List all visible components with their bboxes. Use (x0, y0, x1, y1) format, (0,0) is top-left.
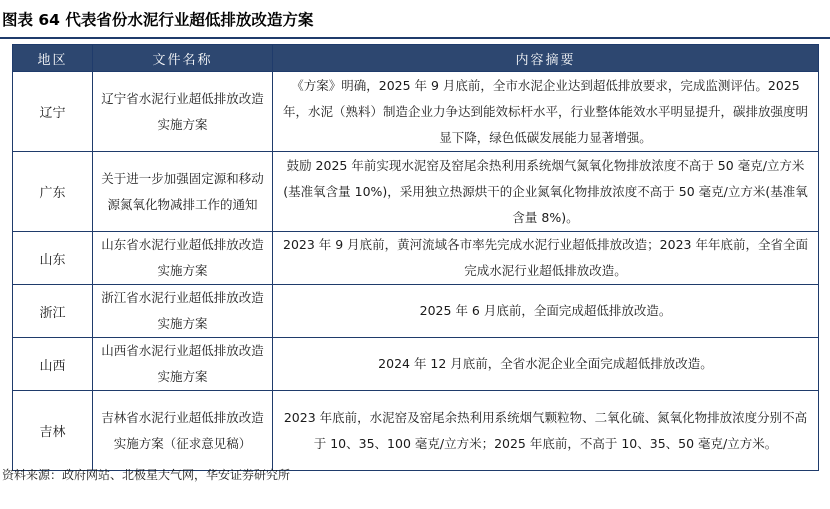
policy-table (12, 44, 819, 471)
file-name-cell: 辽宁省水泥行业超低排放改造实施方案 (93, 72, 273, 152)
table-row (13, 232, 819, 285)
summary-cell: 鼓励 2025 年前实现水泥窑及窑尾余热利用系统烟气氮氧化物排放浓度不高于 50 毫克/立方米(基准氧含量 10%)，采用独立热源烘干的企业氮氧化物排放浓度不高于 50 毫克/立方米(基准氧含量 8%)。 (273, 152, 819, 232)
region-cell: 辽宁 (13, 72, 93, 152)
summary-cell: 《方案》明确，2025 年 9 月底前，全市水泥企业达到超低排放要求，完成监测评估。2025 年，水泥（熟料）制造企业力争达到能效标杆水平，行业整体能效水平明显提升，碳排放强度明显下降，绿色低碳发展能力显著增强。 (273, 72, 819, 152)
summary-cell: 2023 年 9 月底前，黄河流域各市率先完成水泥行业超低排放改造；2023 年年底前，全省全面完成水泥行业超低排放改造。 (273, 232, 819, 285)
file-name-cell: 山东省水泥行业超低排放改造实施方案 (93, 232, 273, 285)
region-cell: 吉林 (13, 391, 93, 471)
file-name-cell: 浙江省水泥行业超低排放改造实施方案 (93, 285, 273, 338)
table-row (13, 285, 819, 338)
region-cell: 广东 (13, 152, 93, 232)
figure-title: 图表 64 代表省份水泥行业超低排放改造方案 (2, 11, 314, 29)
region-cell: 山东 (13, 232, 93, 285)
file-name-cell: 关于进一步加强固定源和移动源氮氧化物减排工作的通知 (93, 152, 273, 232)
file-name-cell: 山西省水泥行业超低排放改造实施方案 (93, 338, 273, 391)
table-row (13, 391, 819, 471)
summary-cell: 2024 年 12 月底前，全省水泥企业全面完成超低排放改造。 (273, 338, 819, 391)
source-note: 资料来源：政府网站、北极星大气网，华安证券研究所 (2, 468, 291, 482)
region-cell: 山西 (13, 338, 93, 391)
table-header-row (13, 45, 819, 72)
file-name-cell: 吉林省水泥行业超低排放改造实施方案（征求意见稿） (93, 391, 273, 471)
header-file-name: 文件名称 (93, 45, 273, 72)
summary-cell: 2025 年 6 月底前，全面完成超低排放改造。 (273, 285, 819, 338)
table-row (13, 338, 819, 391)
table-row (13, 72, 819, 152)
header-summary: 内容摘要 (273, 45, 819, 72)
summary-cell: 2023 年底前，水泥窑及窑尾余热利用系统烟气颗粒物、二氧化硫、氮氧化物排放浓度分别不高于 10、35、100 毫克/立方米；2025 年底前，不高于 10、35、50 毫克/立方米。 (273, 391, 819, 471)
header-region: 地区 (13, 45, 93, 72)
region-cell: 浙江 (13, 285, 93, 338)
title-divider (0, 37, 830, 39)
table-row (13, 152, 819, 232)
